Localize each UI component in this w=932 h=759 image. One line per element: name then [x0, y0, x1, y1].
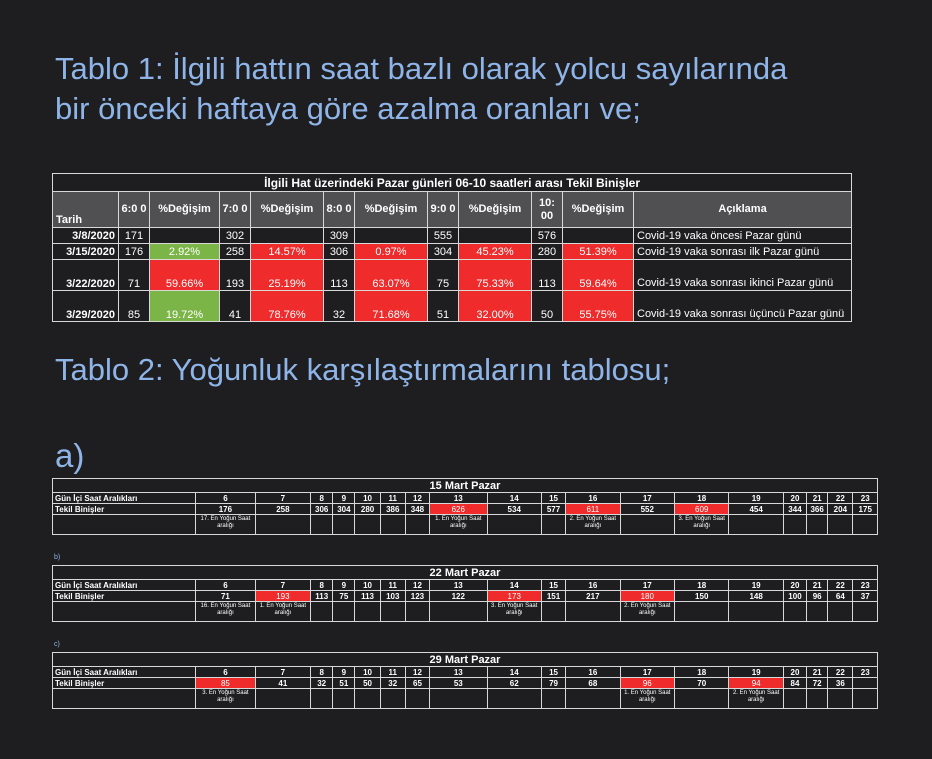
boarding-count-cell: 85	[119, 291, 150, 322]
hour-cell: 7	[255, 667, 310, 678]
percent-change-cell	[150, 228, 220, 244]
boarding-value-cell: 176	[196, 504, 255, 515]
boarding-value-cell: 68	[566, 678, 620, 689]
boarding-value-cell: 36	[828, 678, 853, 689]
hour-cell: 9	[333, 580, 355, 591]
percent-change-cell: 32.00%	[459, 291, 532, 322]
table1-row	[53, 244, 852, 260]
section-a-label: a)	[55, 437, 85, 474]
rank-note-cell	[853, 602, 878, 622]
boarding-value-cell: 53	[430, 678, 487, 689]
boarding-value-cell: 96	[620, 678, 674, 689]
table1-header-cell: 8:0 0	[324, 192, 355, 228]
boarding-value-cell: 50	[355, 678, 380, 689]
rank-note-cell	[405, 689, 429, 709]
hour-cell: 23	[853, 580, 878, 591]
density-table-title: 15 Mart Pazar	[53, 479, 878, 493]
rank-note-cell	[380, 602, 405, 622]
rank-note-cell	[783, 602, 806, 622]
boarding-value-cell: 175	[853, 504, 878, 515]
rank-note-cell	[541, 515, 565, 535]
hour-cell: 13	[430, 493, 487, 504]
boarding-value-cell: 173	[487, 591, 541, 602]
percent-change-cell: 78.76%	[251, 291, 324, 322]
rank-note-cell	[807, 689, 828, 709]
table1-row	[53, 260, 852, 291]
description-cell: Covid-19 vaka sonrası ilk Pazar günü	[634, 244, 852, 260]
hour-cell: 22	[828, 493, 853, 504]
boarding-value-cell: 79	[541, 678, 565, 689]
rank-note-cell	[487, 689, 541, 709]
boarding-value-cell: 62	[487, 678, 541, 689]
boarding-value-cell: 180	[620, 591, 674, 602]
rank-note-cell	[255, 689, 310, 709]
percent-change-cell: 75.33%	[459, 260, 532, 291]
hour-cell: 11	[380, 667, 405, 678]
hour-cell: 17	[620, 580, 674, 591]
boarding-value-cell: 280	[355, 504, 380, 515]
hour-cell: 6	[196, 667, 255, 678]
hour-cell: 18	[675, 667, 729, 678]
hour-cell: 11	[380, 580, 405, 591]
hour-cell: 14	[487, 667, 541, 678]
rank-note-cell	[783, 515, 806, 535]
boarding-value-cell: 70	[675, 678, 729, 689]
empty-note-cell	[53, 515, 196, 535]
percent-change-cell: 14.57%	[251, 244, 324, 260]
table1-header-cell: 9:0 0	[428, 192, 459, 228]
rank-note-cell	[355, 689, 380, 709]
percent-change-cell: 45.23%	[459, 244, 532, 260]
hour-cell: 18	[675, 493, 729, 504]
boarding-value-cell: 32	[380, 678, 405, 689]
boarding-value-cell: 32	[311, 678, 333, 689]
hour-cell: 15	[541, 667, 565, 678]
boarding-value-cell: 577	[541, 504, 565, 515]
table1-header-cell: Açıklama	[634, 192, 852, 228]
hour-cell: 11	[380, 493, 405, 504]
hour-cell: 10	[355, 667, 380, 678]
boarding-value-cell: 122	[430, 591, 487, 602]
rank-note-cell	[566, 689, 620, 709]
table1-header-cell: %Değişim	[355, 192, 428, 228]
rank-note-cell	[566, 602, 620, 622]
table1-header-cell: %Değişim	[150, 192, 220, 228]
boarding-count-cell: 113	[324, 260, 355, 291]
boarding-count-cell: 306	[324, 244, 355, 260]
boarding-value-cell: 84	[783, 678, 806, 689]
rank-note-cell: 3. En Yoğun Saat aralığı	[675, 515, 729, 535]
hour-cell: 16	[566, 580, 620, 591]
rank-note-cell	[729, 515, 783, 535]
percent-change-cell	[251, 228, 324, 244]
rank-note-cell: 17. En Yoğun Saat aralığı	[196, 515, 255, 535]
boarding-value-cell: 258	[255, 504, 310, 515]
rank-note-cell	[828, 689, 853, 709]
hour-cell: 16	[566, 493, 620, 504]
rank-note-cell	[430, 689, 487, 709]
hour-cell: 23	[853, 667, 878, 678]
rank-note-cell	[333, 602, 355, 622]
percent-change-cell	[355, 228, 428, 244]
boarding-count-cell: 171	[119, 228, 150, 244]
rank-note-cell: 2. En Yoğun Saat aralığı	[620, 602, 674, 622]
density-table-title: 29 Mart Pazar	[53, 653, 878, 667]
boarding-value-cell: 611	[566, 504, 620, 515]
table1-heading-line1: Tablo 1: İlgili hattın saat bazlı olarak yolcu sayılarında	[55, 51, 788, 86]
boarding-value-cell: 151	[541, 591, 565, 602]
empty-note-cell	[53, 689, 196, 709]
boarding-value-cell: 193	[255, 591, 310, 602]
density-table-29-march	[52, 652, 878, 709]
boarding-count-cell: 258	[220, 244, 251, 260]
table1-header-cell: 10: 00	[532, 192, 563, 228]
rank-note-cell	[355, 602, 380, 622]
percent-change-cell: 19.72%	[150, 291, 220, 322]
hour-cell: 20	[783, 580, 806, 591]
hour-cell: 10	[355, 580, 380, 591]
hour-cell: 22	[828, 667, 853, 678]
hour-cell: 12	[405, 667, 429, 678]
hour-cell: 7	[255, 580, 310, 591]
hour-cell: 12	[405, 580, 429, 591]
hour-cell: 19	[729, 580, 783, 591]
unique-boardings-label: Tekil Binişler	[53, 504, 196, 515]
rank-note-cell	[675, 602, 729, 622]
rank-note-cell: 1. En Yoğun Saat aralığı	[430, 515, 487, 535]
hour-cell: 13	[430, 580, 487, 591]
boarding-count-cell: 304	[428, 244, 459, 260]
boarding-value-cell: 72	[807, 678, 828, 689]
hour-cell: 16	[566, 667, 620, 678]
density-table-15-march	[52, 478, 878, 535]
boarding-value-cell: 306	[311, 504, 333, 515]
boarding-value-cell: 64	[828, 591, 853, 602]
boarding-value-cell: 304	[333, 504, 355, 515]
percent-change-cell: 2.92%	[150, 244, 220, 260]
hour-range-label: Gün İçi Saat Aralıkları	[53, 667, 196, 678]
boarding-value-cell: 552	[620, 504, 674, 515]
date-cell: 3/15/2020	[53, 244, 119, 260]
boarding-count-cell: 302	[220, 228, 251, 244]
hour-cell: 9	[333, 667, 355, 678]
boarding-value-cell: 100	[783, 591, 806, 602]
hour-cell: 15	[541, 493, 565, 504]
rank-note-cell	[853, 689, 878, 709]
boarding-count-cell: 71	[119, 260, 150, 291]
percent-change-cell: 59.64%	[563, 260, 634, 291]
table1-row	[53, 291, 852, 322]
hour-cell: 10	[355, 493, 380, 504]
boarding-value-cell: 85	[196, 678, 255, 689]
description-cell: Covid-19 vaka sonrası üçüncü Pazar günü	[634, 291, 852, 322]
boarding-count-cell: 32	[324, 291, 355, 322]
hour-cell: 8	[311, 667, 333, 678]
boarding-value-cell: 148	[729, 591, 783, 602]
boarding-value-cell: 534	[487, 504, 541, 515]
date-cell: 3/29/2020	[53, 291, 119, 322]
rank-note-cell	[430, 602, 487, 622]
table1-header-cell: %Değişim	[563, 192, 634, 228]
rank-note-cell: 1. En Yoğun Saat aralığı	[620, 689, 674, 709]
table1-header-cell: 6:0 0	[119, 192, 150, 228]
hour-cell: 23	[853, 493, 878, 504]
boarding-count-cell: 193	[220, 260, 251, 291]
hour-cell: 7	[255, 493, 310, 504]
hour-cell: 13	[430, 667, 487, 678]
rank-note-cell	[853, 515, 878, 535]
boarding-value-cell: 344	[783, 504, 806, 515]
boarding-count-cell: 309	[324, 228, 355, 244]
table1-header-cell: 7:0 0	[220, 192, 251, 228]
table1-row	[53, 228, 852, 244]
boarding-count-cell: 113	[532, 260, 563, 291]
boarding-value-cell: 386	[380, 504, 405, 515]
hour-cell: 20	[783, 493, 806, 504]
hour-range-label: Gün İçi Saat Aralıkları	[53, 493, 196, 504]
date-cell: 3/22/2020	[53, 260, 119, 291]
hour-cell: 8	[311, 493, 333, 504]
boarding-value-cell: 41	[255, 678, 310, 689]
hour-cell: 18	[675, 580, 729, 591]
rank-note-cell	[675, 689, 729, 709]
hour-cell: 21	[807, 580, 828, 591]
percent-change-cell: 59.66%	[150, 260, 220, 291]
hour-cell: 12	[405, 493, 429, 504]
percent-change-cell	[563, 228, 634, 244]
hour-cell: 14	[487, 493, 541, 504]
hour-cell: 9	[333, 493, 355, 504]
boarding-value-cell: 71	[196, 591, 255, 602]
rank-note-cell: 2. En Yoğun Saat aralığı	[566, 515, 620, 535]
table1-header-cell: Tarih	[53, 192, 119, 228]
hour-cell: 20	[783, 667, 806, 678]
rank-note-cell	[355, 515, 380, 535]
boarding-value-cell: 65	[405, 678, 429, 689]
hour-cell: 6	[196, 580, 255, 591]
empty-note-cell	[53, 602, 196, 622]
rank-note-cell	[807, 602, 828, 622]
hour-cell: 21	[807, 667, 828, 678]
boarding-count-cell: 75	[428, 260, 459, 291]
percent-change-cell: 71.68%	[355, 291, 428, 322]
rank-note-cell	[405, 515, 429, 535]
boarding-value-cell: 150	[675, 591, 729, 602]
boarding-value-cell: 94	[729, 678, 783, 689]
boarding-value-cell: 626	[430, 504, 487, 515]
hour-cell: 14	[487, 580, 541, 591]
table2-heading: Tablo 2: Yoğunluk karşılaştırmalarını tablosu;	[55, 352, 671, 387]
description-cell: Covid-19 vaka sonrası ikinci Pazar günü	[634, 260, 852, 291]
section-b-label: b)	[54, 554, 61, 561]
hour-cell: 19	[729, 667, 783, 678]
boarding-value-cell: 217	[566, 591, 620, 602]
rank-note-cell: 16. En Yoğun Saat aralığı	[196, 602, 255, 622]
boarding-value-cell: 75	[333, 591, 355, 602]
hour-cell: 8	[311, 580, 333, 591]
hour-cell: 17	[620, 493, 674, 504]
rank-note-cell	[541, 602, 565, 622]
hour-cell: 15	[541, 580, 565, 591]
description-cell: Covid-19 vaka öncesi Pazar günü	[634, 228, 852, 244]
rank-note-cell: 3. En Yoğun Saat aralığı	[196, 689, 255, 709]
boarding-value-cell: 123	[405, 591, 429, 602]
table1-heading-line2: bir önceki haftaya göre azalma oranları ve;	[55, 91, 641, 126]
boarding-count-cell: 555	[428, 228, 459, 244]
rank-note-cell	[828, 602, 853, 622]
percent-change-cell: 51.39%	[563, 244, 634, 260]
hourly-change-table	[52, 173, 852, 322]
boarding-count-cell: 50	[532, 291, 563, 322]
table1-header-cell: %Değişim	[459, 192, 532, 228]
rank-note-cell	[255, 515, 310, 535]
density-table-title: 22 Mart Pazar	[53, 566, 878, 580]
table1-title: İlgili Hat üzerindeki Pazar günleri 06-10 saatleri arası Tekil Binişler	[53, 174, 852, 192]
boarding-value-cell: 366	[807, 504, 828, 515]
hour-cell: 17	[620, 667, 674, 678]
section-c-label: c)	[54, 641, 60, 648]
rank-note-cell	[333, 689, 355, 709]
percent-change-cell: 0.97%	[355, 244, 428, 260]
boarding-value-cell: 51	[333, 678, 355, 689]
rank-note-cell	[541, 689, 565, 709]
boarding-value-cell: 609	[675, 504, 729, 515]
unique-boardings-label: Tekil Binişler	[53, 678, 196, 689]
boarding-value-cell: 113	[311, 591, 333, 602]
rank-note-cell	[828, 515, 853, 535]
rank-note-cell	[333, 515, 355, 535]
percent-change-cell: 25.19%	[251, 260, 324, 291]
rank-note-cell	[380, 515, 405, 535]
unique-boardings-label: Tekil Binişler	[53, 591, 196, 602]
boarding-value-cell: 96	[807, 591, 828, 602]
rank-note-cell	[405, 602, 429, 622]
rank-note-cell	[311, 515, 333, 535]
rank-note-cell: 1. En Yoğun Saat aralığı	[255, 602, 310, 622]
rank-note-cell	[729, 602, 783, 622]
boarding-count-cell: 41	[220, 291, 251, 322]
rank-note-cell: 2. En Yoğun Saat aralığı	[729, 689, 783, 709]
percent-change-cell	[459, 228, 532, 244]
rank-note-cell	[807, 515, 828, 535]
hour-cell: 22	[828, 580, 853, 591]
boarding-value-cell: 348	[405, 504, 429, 515]
rank-note-cell: 3. En Yoğun Saat aralığı	[487, 602, 541, 622]
rank-note-cell	[620, 515, 674, 535]
rank-note-cell	[380, 689, 405, 709]
percent-change-cell: 63.07%	[355, 260, 428, 291]
boarding-count-cell: 51	[428, 291, 459, 322]
boarding-value-cell	[853, 678, 878, 689]
boarding-value-cell: 454	[729, 504, 783, 515]
hour-range-label: Gün İçi Saat Aralıkları	[53, 580, 196, 591]
hour-cell: 19	[729, 493, 783, 504]
boarding-value-cell: 204	[828, 504, 853, 515]
density-table-22-march	[52, 565, 878, 622]
boarding-value-cell: 113	[355, 591, 380, 602]
table1-header-cell: %Değişim	[251, 192, 324, 228]
boarding-count-cell: 280	[532, 244, 563, 260]
boarding-count-cell: 176	[119, 244, 150, 260]
boarding-value-cell: 103	[380, 591, 405, 602]
boarding-count-cell: 576	[532, 228, 563, 244]
percent-change-cell: 55.75%	[563, 291, 634, 322]
date-cell: 3/8/2020	[53, 228, 119, 244]
hour-cell: 21	[807, 493, 828, 504]
boarding-value-cell: 37	[853, 591, 878, 602]
hour-cell: 6	[196, 493, 255, 504]
rank-note-cell	[487, 515, 541, 535]
rank-note-cell	[783, 689, 806, 709]
rank-note-cell	[311, 689, 333, 709]
rank-note-cell	[311, 602, 333, 622]
